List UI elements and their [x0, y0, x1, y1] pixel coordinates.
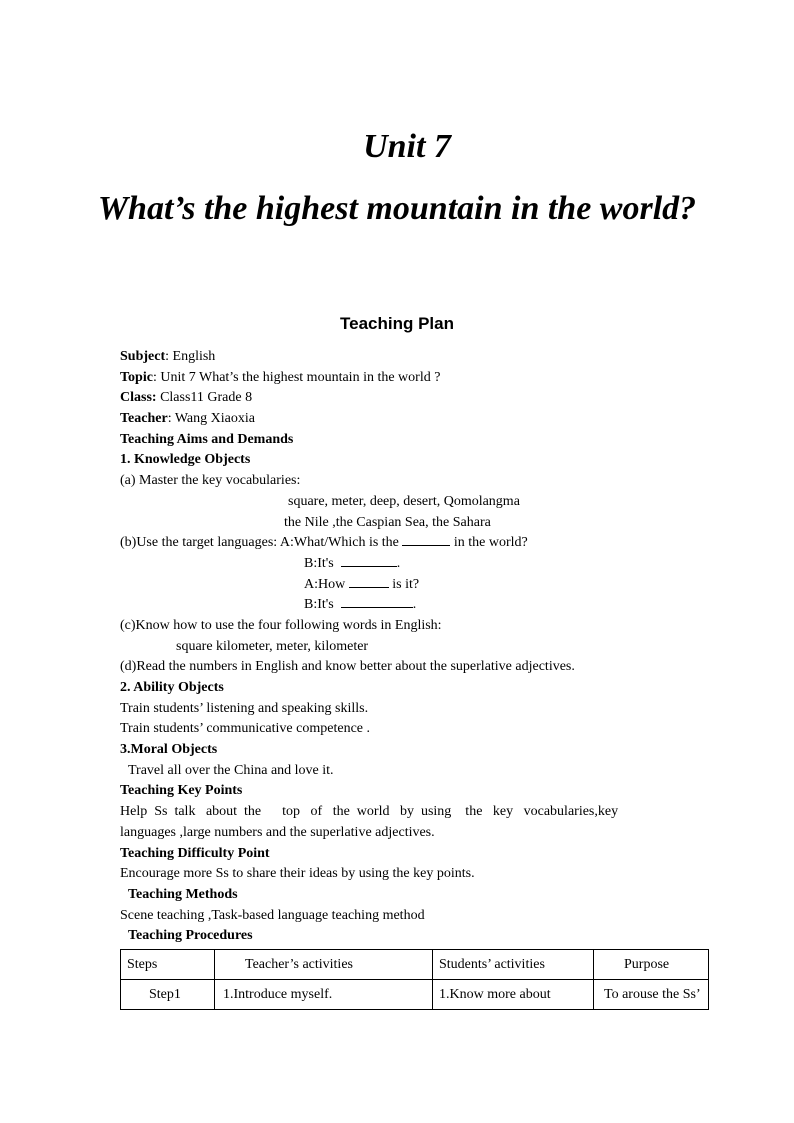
table-header-cell: Teacher’s activities [215, 950, 433, 980]
table-cell: 1.Introduce myself. [215, 980, 433, 1010]
topic-value: : Unit 7 What’s the highest mountain in the world ? [152, 369, 441, 385]
table-cell: To arouse the Ss’ [594, 980, 709, 1010]
knowledge-b3: A:How is it? [304, 576, 420, 592]
knowledge-a: (a) Master the key vocabularies: [120, 473, 301, 489]
knowledge-b2: B:It's . [304, 555, 401, 571]
difficulty-line-1: Encourage more Ss to share their ideas by using the key points. [120, 866, 475, 882]
table-header-cell: Students’ activities [433, 950, 594, 980]
unit-title: Unit 7 [363, 128, 451, 165]
ability-heading: 2. Ability Objects [120, 680, 224, 695]
knowledge-b4: B:It's . [304, 597, 417, 613]
methods-line-1: Scene teaching ,Task-based language teaching method [120, 907, 425, 923]
teaching-plan-title: Teaching Plan [340, 314, 454, 333]
key-points-line-1: Help Ss talk about the top of the world by using the key vocabularies,key [120, 804, 619, 820]
subject-value: : English [165, 349, 216, 364]
difficulty-heading: Teaching Difficulty Point [120, 845, 270, 861]
moral-heading: 3.Moral Objects [120, 742, 218, 758]
table-header-cell: Purpose [594, 950, 709, 980]
vocab-line-1: square, meter, deep, desert, Qomolangma [288, 493, 520, 509]
key-points-line-2: languages ,large numbers and the superlative adjectives. [120, 824, 435, 840]
procedures-heading: Teaching Procedures [128, 928, 253, 944]
blank-line [341, 554, 397, 567]
aims-heading: Teaching Aims and Demands [120, 431, 294, 447]
moral-line-1: Travel all over the China and love it. [128, 762, 334, 778]
plan-body [120, 347, 680, 947]
knowledge-c-words: square kilometer, meter, kilometer [176, 638, 369, 654]
key-points-heading: Teaching Key Points [120, 783, 243, 799]
topic-label: Topic [120, 369, 153, 385]
knowledge-b: (b)Use the target languages: A:What/Which is the in the world? [120, 535, 528, 551]
subject-label: Subject [120, 349, 166, 364]
teacher-line [120, 409, 680, 430]
knowledge-c: (c)Know how to use the four following words in English: [120, 617, 442, 633]
knowledge-d: (d)Read the numbers in English and know better about the superlative adjectives. [120, 659, 575, 675]
table-cell: Step1 [121, 980, 215, 1010]
methods-heading: Teaching Methods [128, 886, 238, 902]
procedures-table [120, 949, 709, 1010]
lesson-question-title: What’s the highest mountain in the world? [97, 190, 697, 227]
class-label: Class: [120, 390, 157, 406]
ability-line-1: Train students’ listening and speaking skills. [120, 700, 369, 716]
vocab-line-2: the Nile ,the Caspian Sea, the Sahara [284, 514, 491, 530]
topic-line [120, 368, 680, 389]
blank-line [402, 533, 450, 546]
class-value: Class11 Grade 8 [156, 390, 253, 406]
knowledge-heading: 1. Knowledge Objects [120, 452, 251, 468]
ability-line-2: Train students’ communicative competence . [120, 721, 370, 737]
blank-line [341, 595, 413, 608]
table-header-cell: Steps [121, 950, 215, 980]
teacher-value: : Wang Xiaoxia [167, 411, 255, 427]
blank-line [349, 575, 389, 588]
class-line [120, 388, 680, 409]
table-cell: 1.Know more about [433, 980, 594, 1010]
table-header-row [121, 950, 709, 980]
subject-line [120, 347, 680, 368]
table-row [121, 980, 709, 1010]
teacher-label: Teacher [120, 411, 168, 427]
